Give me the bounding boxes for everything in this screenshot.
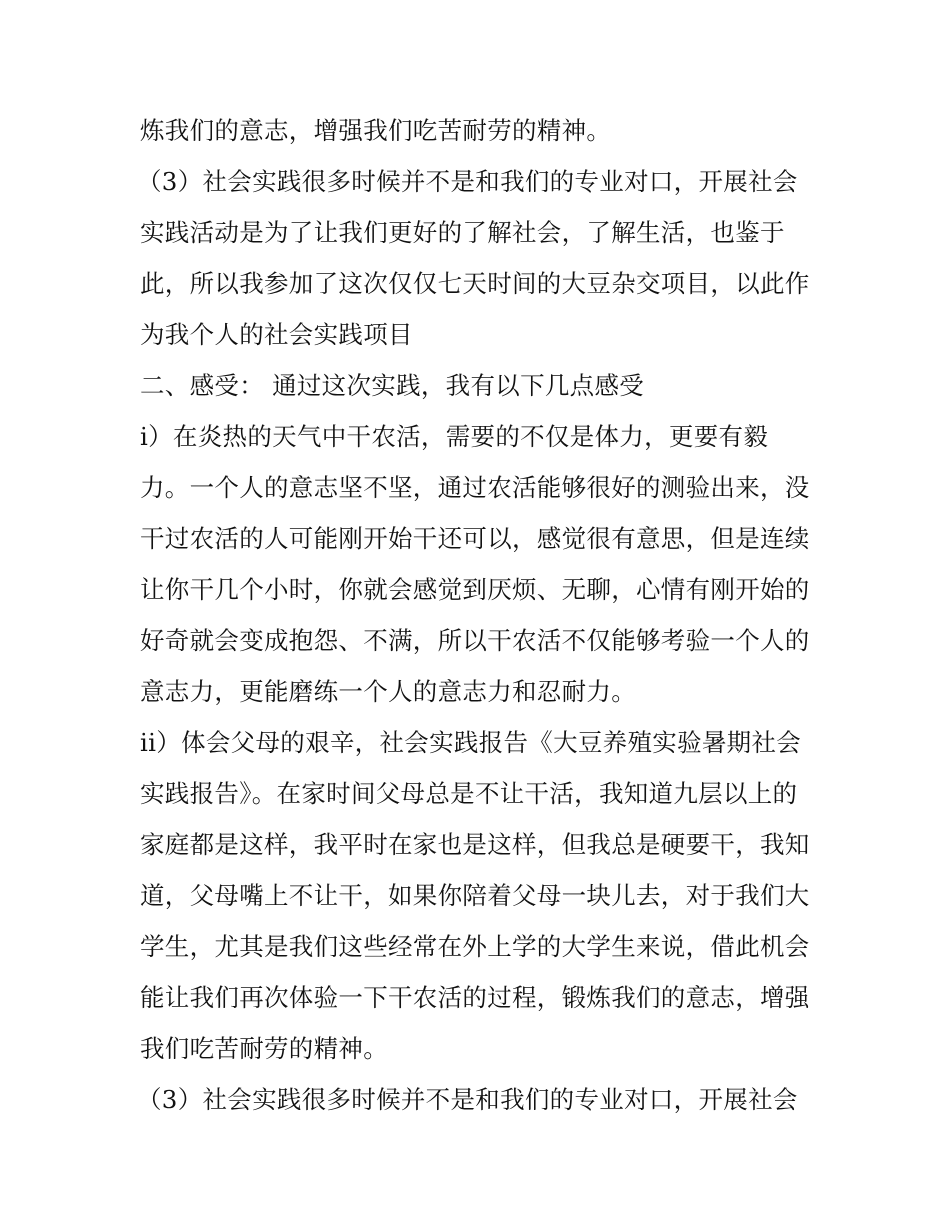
text-line: 道，父母嘴上不让干，如果你陪着父母一块儿去，对于我们大	[140, 881, 810, 910]
text-line: 实践报告》。在家时间父母总是不让干活，我知道九层以上的	[140, 779, 798, 808]
text-line: 此，所以我参加了这次仅仅七天时间的大豆杂交项目，以此作	[140, 269, 810, 298]
body-text	[137, 105, 820, 1125]
text-line: i）在炎热的天气中干农活，需要的不仅是体力，更要有毅	[140, 422, 769, 451]
text-line: （3）社会实践很多时候并不是和我们的专业对口，开展社会	[137, 167, 798, 196]
text-line: 让你干几个小时，你就会感觉到厌烦、无聊，心情有刚开始的	[140, 575, 810, 604]
text-line: 实践活动是为了让我们更好的了解社会，了解生活，也鉴于	[140, 218, 785, 247]
text-line: ii）体会父母的艰辛，社会实践报告《大豆养殖实验暑期社会	[140, 728, 802, 757]
text-line: 家庭都是这样，我平时在家也是这样，但我总是硬要干，我知	[140, 830, 810, 859]
section-heading: 二、感受： 通过这次实践，我有以下几点感受	[140, 371, 645, 400]
text-line: 我们吃苦耐劳的精神。	[140, 1034, 388, 1063]
text-line: 学生，尤其是我们这些经常在外上学的大学生来说，借此机会	[140, 932, 810, 961]
text-line: 为我个人的社会实践项目	[140, 320, 413, 349]
text-line: 炼我们的意志，增强我们吃苦耐劳的精神。	[140, 116, 612, 145]
text-line: 力。一个人的意志坚不坚，通过农活能够很好的测验出来，没	[140, 473, 810, 502]
text-line: 好奇就会变成抱怨、不满，所以干农活不仅能够考验一个人的	[140, 626, 810, 655]
text-line: 意志力，更能磨练一个人的意志力和忍耐力。	[140, 677, 636, 706]
text-line: 能让我们再次体验一下干农活的过程，锻炼我们的意志，增强	[140, 983, 810, 1012]
text-line: （3）社会实践很多时候并不是和我们的专业对口，开展社会	[137, 1085, 798, 1114]
text-line: 干过农活的人可能刚开始干还可以，感觉很有意思，但是连续	[140, 524, 810, 553]
